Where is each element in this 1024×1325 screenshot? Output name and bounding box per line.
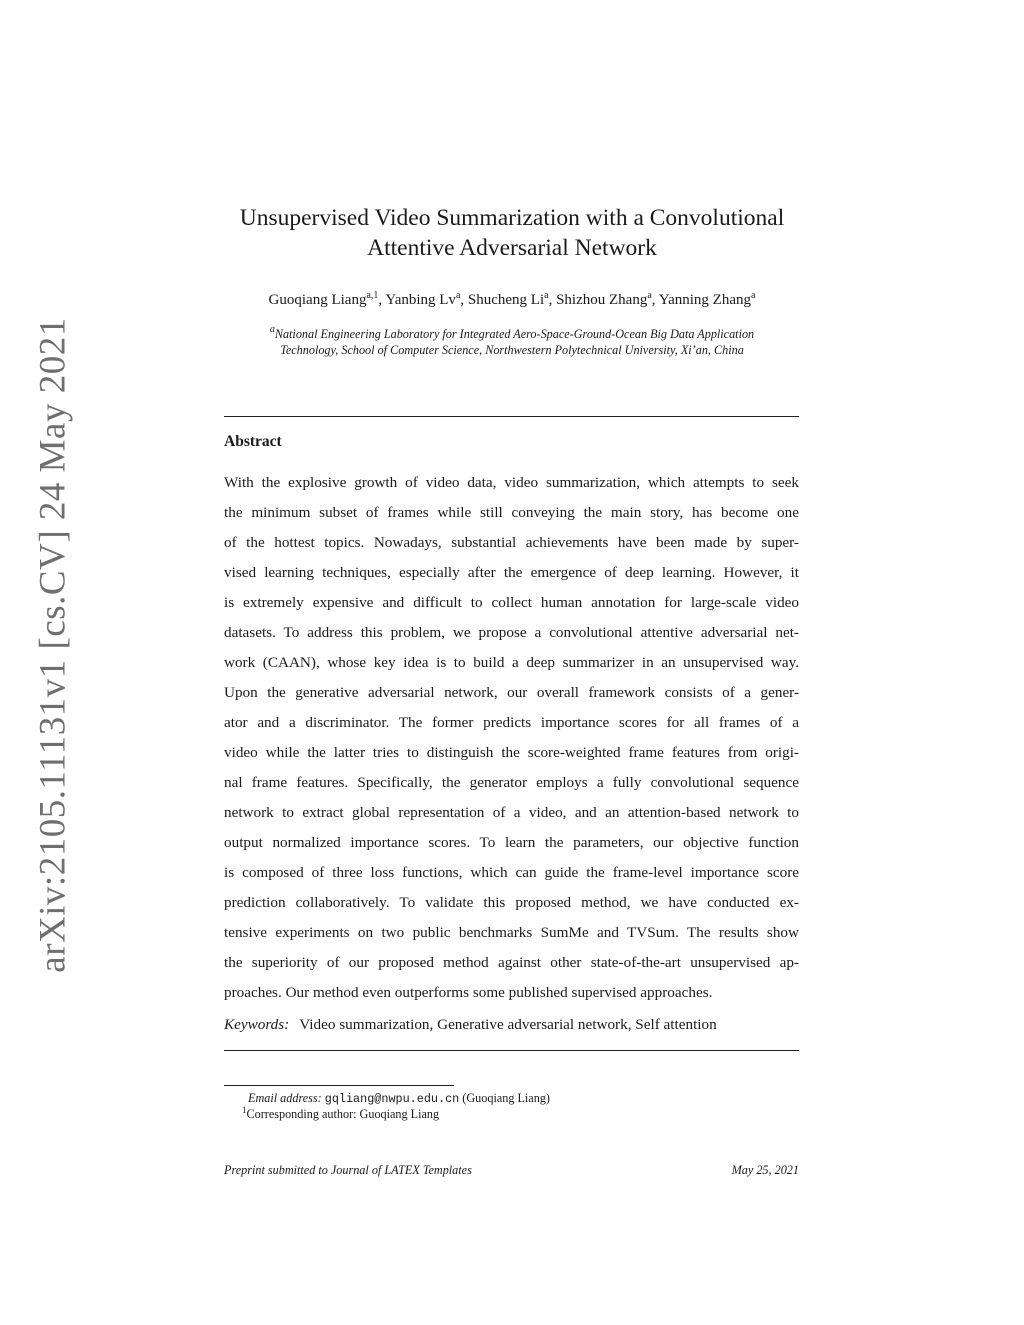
footer-journal: Preprint submitted to Journal of LATEX Templates <box>224 1163 472 1177</box>
author: Yanning Zhang$^a$ <box>658 290 756 308</box>
abstract-line: work (CAAN), whose key idea is to build a deep summarizer in an unsupervised way. <box>224 654 799 671</box>
abstract-line: ator and a discriminator. The former predicts importance scores for all frames of a <box>224 714 799 731</box>
paper-title <box>180 203 844 263</box>
abstract-line: the superiority of our proposed method against other state-of-the-art unsupervised ap- <box>224 954 799 971</box>
title-line-1: Unsupervised Video Summarization with a Convolutional <box>239 205 785 231</box>
abstract-line: With the explosive growth of video data, video summarization, which attempts to seek <box>224 474 799 491</box>
abstract-line: output normalized importance scores. To learn the parameters, our objective function <box>224 834 799 851</box>
abstract-line: is extremely expensive and difficult to collect human annotation for large-scale video <box>224 594 799 611</box>
author: Yanbing Lv$^a$, <box>385 290 468 308</box>
footer-date: May 25, 2021 <box>731 1163 799 1177</box>
keywords <box>224 1014 799 1036</box>
abstract-line: proaches. Our method even outperforms some published supervised approaches. <box>224 984 713 1001</box>
footnote-corresponding-author: $^1$Corresponding author: Guoqiang Liang <box>242 1105 440 1121</box>
abstract-line: nal frame features. Specifically, the generator employs a fully convolutional sequence <box>224 774 799 791</box>
keywords-text: Video summarization, Generative adversarial network, Self attention <box>299 1016 717 1033</box>
abstract-line: Upon the generative adversarial network, our overall framework consists of a gener- <box>224 684 799 701</box>
author-list <box>180 290 844 310</box>
abstract-line: the minimum subset of frames while still conveying the main story, has become one <box>224 504 799 521</box>
abstract-line: vised learning techniques, especially after the emergence of deep learning. However, it <box>224 564 799 581</box>
affiliation-line-2: Technology, School of Computer Science, Northwestern Polytechnical University, Xi’an, China <box>280 343 744 357</box>
affiliation <box>180 326 844 358</box>
abstract-line: network to extract global representation of a video, and an attention-based network to <box>224 804 799 821</box>
email-link[interactable]: gqliang@nwpu.edu.cn <box>324 1092 460 1106</box>
abstract-body <box>224 468 799 1008</box>
abstract-line: video while the latter tries to distinguish the score-weighted frame features from origi- <box>224 744 799 761</box>
author: Guoqiang Liang$^{a,1}$, <box>268 290 386 308</box>
abstract-line: tensive experiments on two public benchmarks SumMe and TVSum. The results show <box>224 924 799 941</box>
abstract-heading: Abstract <box>224 433 282 450</box>
abstract-top-rule <box>224 416 799 417</box>
footnote-rule <box>224 1085 454 1086</box>
keywords-label: Keywords: <box>224 1016 290 1033</box>
footnote-email <box>224 1090 823 1107</box>
abstract-line: prediction collaboratively. To validate this proposed method, we have conducted ex- <box>224 894 799 911</box>
affiliation-line-1: $^a$National Engineering Laboratory for Integrated Aero-Space-Ground-Ocean Big Data Application <box>269 324 755 341</box>
email-owner: (Guoqiang Liang) <box>462 1091 550 1105</box>
abstract-bottom-rule <box>224 1050 799 1051</box>
abstract-line: is composed of three loss functions, which can guide the frame-level importance score <box>224 864 799 881</box>
footnote-marker: 1 <box>242 1105 247 1115</box>
title-line-2: Attentive Adversarial Network <box>367 235 657 261</box>
author: Shucheng Li$^a$, <box>467 290 557 308</box>
page-footer <box>224 1163 799 1178</box>
author: Shizhou Zhang$^a$, <box>556 290 659 308</box>
arxiv-side-stamp: arXiv:2105.11131v1 [cs.CV] 24 May 2021 <box>32 317 74 973</box>
email-label: Email address: <box>248 1091 322 1105</box>
abstract-line: datasets. To address this problem, we propose a convolutional attentive adversarial net- <box>224 624 799 641</box>
abstract-line: of the hottest topics. Nowadays, substantial achievements have been made by super- <box>224 534 799 551</box>
